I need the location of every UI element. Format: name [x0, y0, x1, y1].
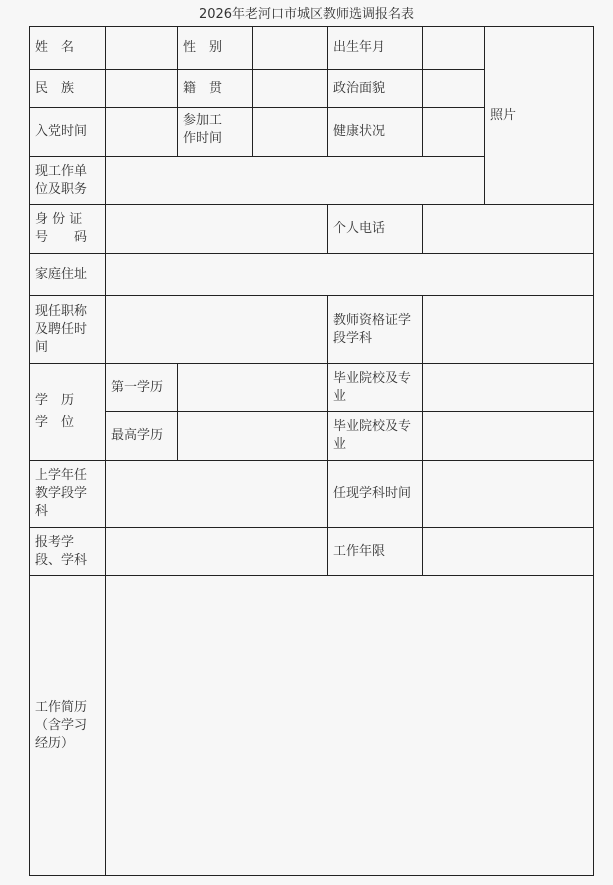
registration-form — [29, 26, 594, 876]
label-id-number: 身 份 证 号 码 — [30, 205, 106, 254]
field-teacher-cert[interactable] — [423, 296, 593, 364]
field-title-hire-time[interactable] — [106, 296, 328, 364]
label-birth: 出生年月 — [328, 27, 423, 70]
field-political-status[interactable] — [423, 70, 485, 108]
label-resume: 工作简历（含学习经历） — [30, 576, 106, 875]
field-graduate-school-2[interactable] — [423, 412, 593, 461]
field-ethnicity[interactable] — [106, 70, 178, 108]
label-graduate-school-1: 毕业院校及专业 — [328, 364, 423, 412]
label-party-join-time: 入党时间 — [30, 108, 106, 157]
label-health: 健康状况 — [328, 108, 423, 157]
field-current-subject-time[interactable] — [423, 461, 593, 528]
label-graduate-school-2: 毕业院校及专业 — [328, 412, 423, 461]
field-work-years[interactable] — [423, 528, 593, 576]
field-resume[interactable] — [106, 576, 593, 875]
label-last-year-subject: 上学年任教学段学科 — [30, 461, 106, 528]
field-graduate-school-1[interactable] — [423, 364, 593, 412]
field-health[interactable] — [423, 108, 485, 157]
form-title: 2026年老河口市城区教师选调报名表 — [198, 7, 415, 22]
field-work-start-time[interactable] — [253, 108, 328, 157]
field-current-unit[interactable] — [106, 157, 485, 205]
label-native-place: 籍 贯 — [178, 70, 253, 108]
field-id-number[interactable] — [106, 205, 328, 254]
label-work-start-time: 参加工作时间 — [178, 108, 253, 157]
field-birth[interactable] — [423, 27, 485, 70]
label-photo: 照片 — [490, 107, 517, 123]
field-name[interactable] — [106, 27, 178, 70]
field-party-join-time[interactable] — [106, 108, 178, 157]
label-education: 学 历 学 位 — [30, 364, 106, 461]
label-phone: 个人电话 — [328, 205, 423, 254]
label-apply-subject: 报考学段、学科 — [30, 528, 106, 576]
label-political-status: 政治面貌 — [328, 70, 423, 108]
field-phone[interactable] — [423, 205, 593, 254]
label-first-degree: 第一学历 — [106, 364, 178, 412]
field-last-year-subject[interactable] — [106, 461, 328, 528]
label-highest-degree: 最高学历 — [106, 412, 178, 461]
label-current-subject-time: 任现学科时间 — [328, 461, 423, 528]
field-address[interactable] — [106, 254, 593, 296]
field-first-degree[interactable] — [178, 364, 328, 412]
field-highest-degree[interactable] — [178, 412, 328, 461]
photo-box[interactable] — [485, 27, 593, 205]
label-work-years: 工作年限 — [328, 528, 423, 576]
label-teacher-cert: 教师资格证学段学科 — [328, 296, 423, 364]
field-gender[interactable] — [253, 27, 328, 70]
label-name: 姓 名 — [30, 27, 106, 70]
label-address: 家庭住址 — [30, 254, 106, 296]
field-native-place[interactable] — [253, 70, 328, 108]
label-current-unit: 现工作单位及职务 — [30, 157, 106, 205]
field-apply-subject[interactable] — [106, 528, 328, 576]
label-title-hire-time: 现任职称及聘任时间 — [30, 296, 106, 364]
label-gender: 性 别 — [178, 27, 253, 70]
label-ethnicity: 民 族 — [30, 70, 106, 108]
